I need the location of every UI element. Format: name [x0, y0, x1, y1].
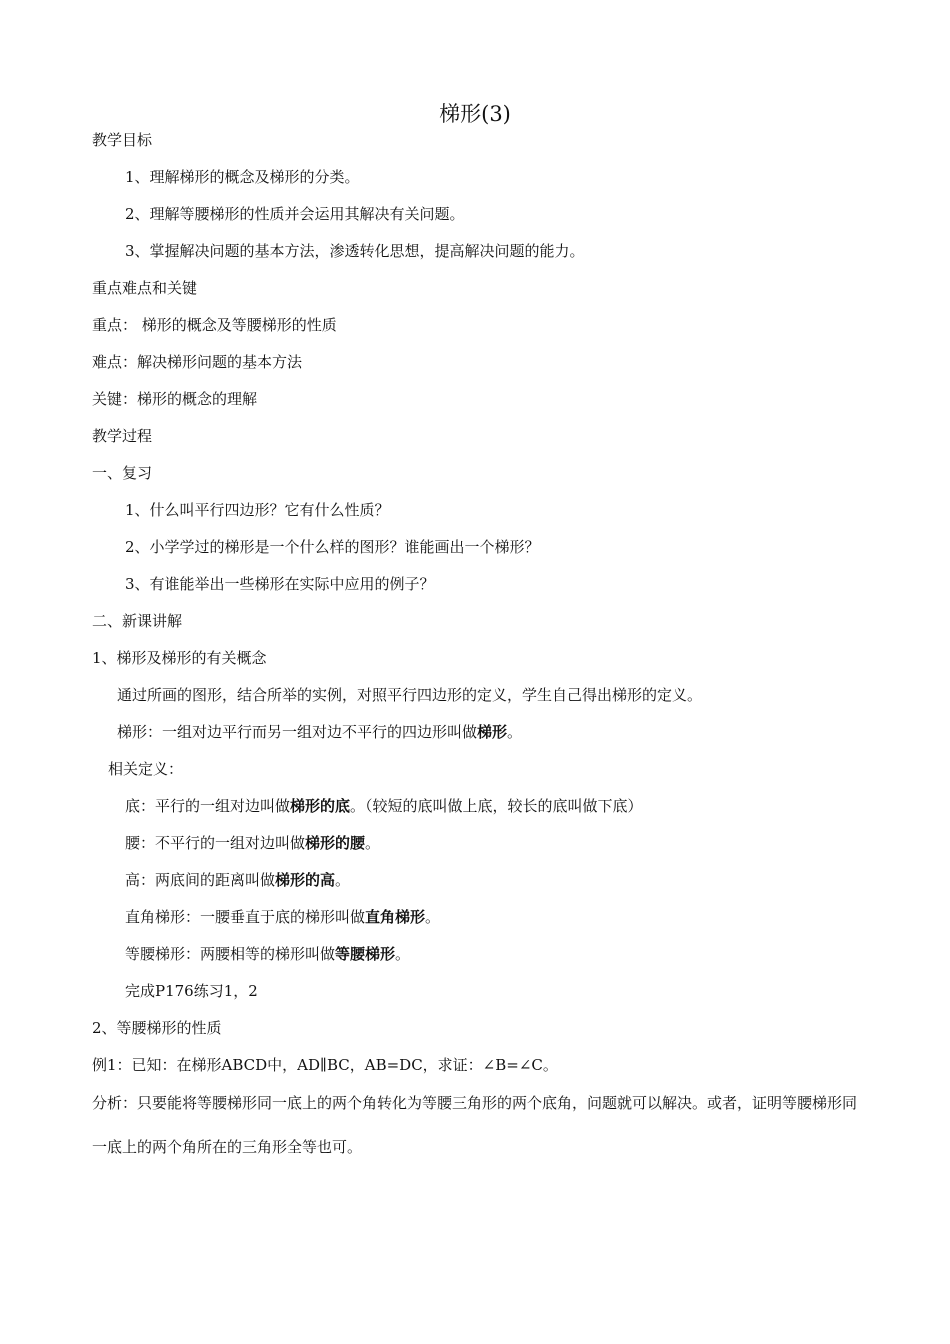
review-item: 2、小学学过的梯形是一个什么样的图形？谁能画出一个梯形？	[125, 538, 540, 556]
review-item: 1、什么叫平行四边形？它有什么性质？	[125, 501, 390, 519]
objective-item: 1、理解梯形的概念及梯形的分类。	[125, 168, 360, 186]
definition-right-trapezoid: 直角梯形：一腰垂直于底的梯形叫做直角梯形。	[125, 908, 441, 926]
difficulty: 难点：解决梯形问题的基本方法	[92, 353, 303, 371]
concept-heading: 1、梯形及梯形的有关概念	[92, 649, 267, 667]
review-item: 3、有谁能举出一些梯形在实际中应用的例子？	[125, 575, 435, 593]
definition-isosceles-trapezoid: 等腰梯形：两腰相等的梯形叫做等腰梯形。	[125, 945, 411, 963]
objective-item: 3、掌握解决问题的基本方法，渗透转化思想，提高解决问题的能力。	[125, 242, 585, 260]
key: 关键：梯形的概念的理解	[92, 390, 258, 408]
property-heading: 2、等腰梯形的性质	[92, 1019, 222, 1037]
key-point: 重点： 梯形的概念及等腰梯形的性质	[92, 316, 337, 334]
review-heading: 一、复习	[92, 464, 153, 482]
definition-trapezoid: 梯形：一组对边平行而另一组对边不平行的四边形叫做梯形。	[117, 723, 523, 741]
objective-item: 2、理解等腰梯形的性质并会运用其解决有关问题。	[125, 205, 465, 223]
related-definitions-heading: 相关定义：	[108, 760, 184, 778]
process-heading: 教学过程	[92, 427, 153, 445]
definition-base: 底：平行的一组对边叫做梯形的底。（较短的底叫做上底，较长的底叫做下底）	[125, 797, 643, 815]
definition-height: 高：两底间的距离叫做梯形的高。	[125, 871, 351, 889]
exercise: 完成P176练习1，2	[125, 982, 258, 1000]
new-lesson-heading: 二、新课讲解	[92, 612, 183, 630]
key-heading: 重点难点和关键	[92, 279, 198, 297]
objectives-heading: 教学目标	[92, 131, 153, 149]
concept-intro: 通过所画的图形，结合所举的实例，对照平行四边形的定义，学生自己得出梯形的定义。	[117, 686, 703, 704]
analysis: 分析：只要能将等腰梯形同一底上的两个角转化为等腰三角形的两个底角，问题就可以解决。或者，证明等腰梯形同一底上的两个角所在的三角形全等也可。	[92, 1094, 858, 1156]
definition-leg: 腰：不平行的一组对边叫做梯形的腰。	[125, 834, 381, 852]
page-title: 梯形(3)	[439, 102, 511, 126]
example: 例1：已知：在梯形ABCD中，AD∥BC，AB=DC，求证：∠B=∠C。	[92, 1056, 558, 1074]
